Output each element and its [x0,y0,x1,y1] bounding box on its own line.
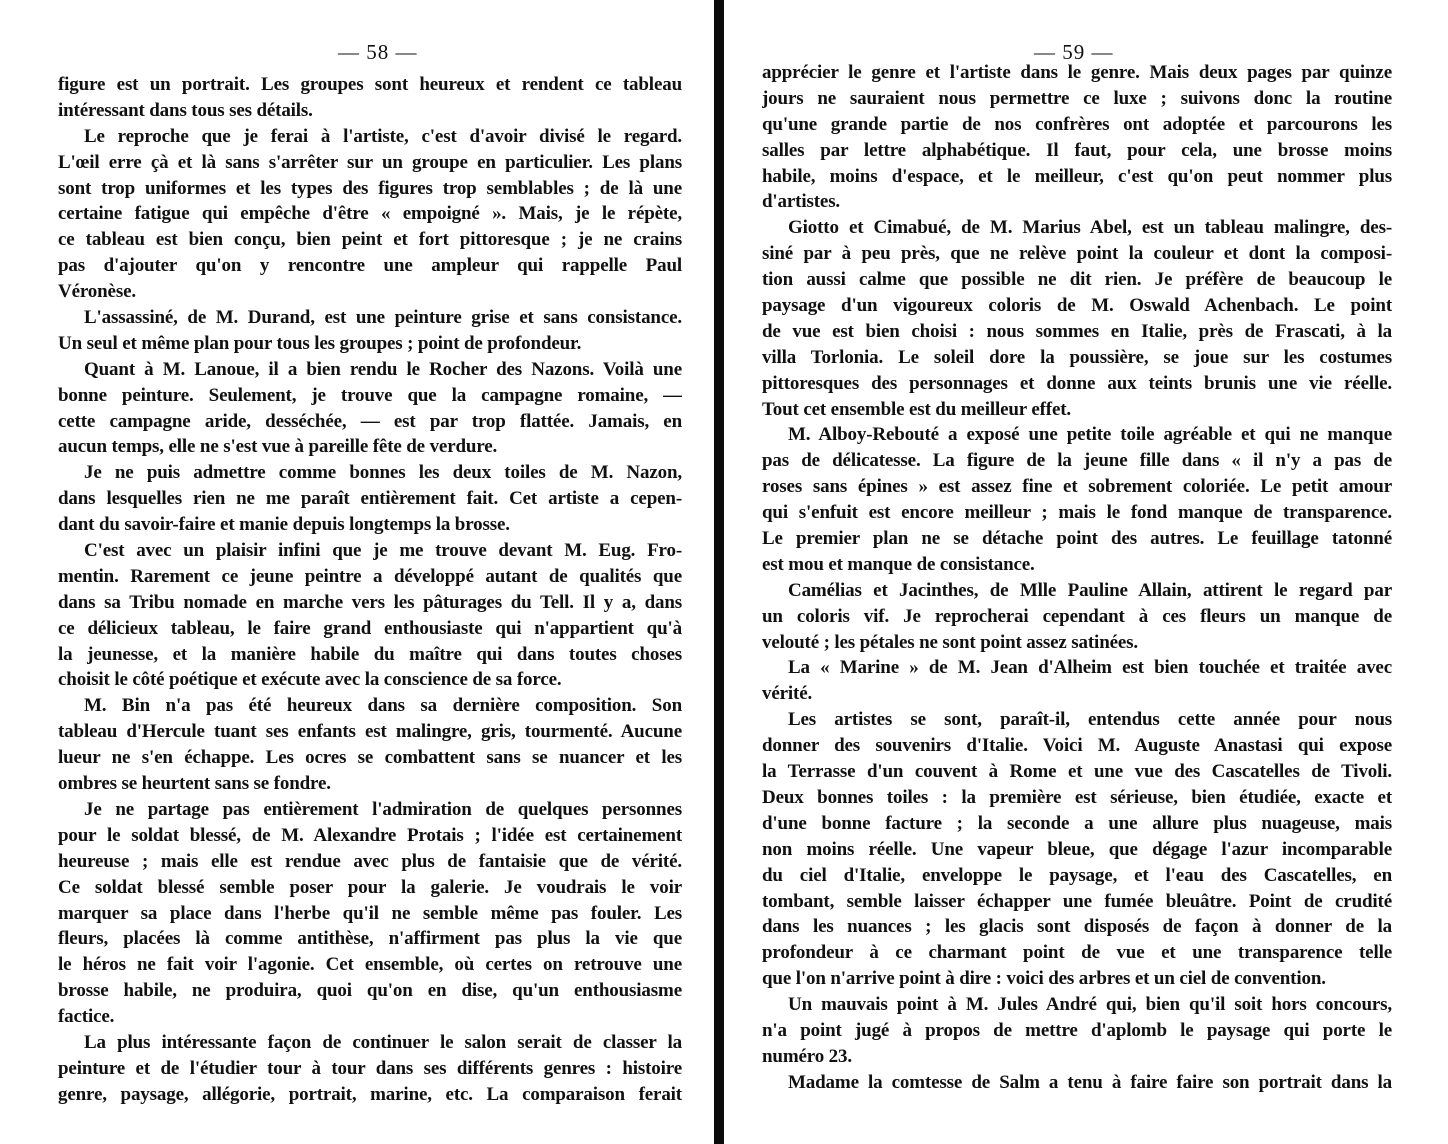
text-line: pas de délicatesse. La figure de la jeune fille dans « il n'y a pas de [762,450,1392,472]
text-line: mentin. Rarement ce jeune peintre a développé autant de qualités que [58,565,682,587]
text-line: qui s'enfuit est encore meilleur ; mais le fond manque de transparence. [762,502,1392,524]
text-line: jours ne sauraient nous permettre ce luxe ; suivons donc la routine [762,87,1392,109]
text-line: marquer sa place dans l'herbe qu'il ne semble même pas fouler. Les [58,902,682,924]
text-line: ce délicieux tableau, le faire grand enthousiaste qui n'appartient qu'à [58,617,682,639]
text-line: Le reproche que je ferai à l'artiste, c'est d'avoir divisé le regard. [84,125,682,147]
text-line: Le premier plan ne se détache point des autres. Le feuillage tatonné [762,528,1392,550]
text-line: fleurs, placées là comme antithèse, n'affirment pas plus la vie que [58,928,682,950]
text-line: Véronèse. [58,281,136,303]
text-line: brosse habile, ne produira, quoi qu'on en dise, qu'un enthousiasme [58,980,682,1002]
text-line: M. Bin n'a pas été heureux dans sa dernière composition. Son [84,695,682,717]
text-line: cette campagne aride, desséchée, — est par trop flattée. Jamais, en [58,410,682,432]
book-gutter [714,0,724,1144]
page-number: — 59 — [1034,40,1114,64]
text-line: que l'on n'arrive point à dire : voici des arbres et un ciel de convention. [762,968,1326,990]
text-line: dans lesquelles rien ne me paraît entièrement fait. Cet artiste a cepen- [58,488,682,510]
text-line: Je ne partage pas entièrement l'admiration de quelques personnes [84,798,682,820]
left-page [58,0,682,1144]
text-line: dans les nuances ; les glacis sont disposés de façon à donner de la [762,916,1392,938]
text-line: de vue est bien choisi : nous sommes en Italie, près de Frascati, à la [762,320,1392,342]
text-line: Madame la comtesse de Salm a tenu à faire faire son portrait dans la [788,1071,1392,1093]
text-line: d'une bonne facture ; la seconde a une allure plus nuageuse, mais [762,812,1392,834]
text-line: Les artistes se sont, paraît-il, entendus cette année pour nous [788,709,1392,731]
text-line: certaine fatigue qui empêche d'être « empoigné ». Mais, je le répète, [58,203,682,225]
text-line: est mou et manque de consistance. [762,553,1035,575]
text-line: ombres se heurtent sans se fondre. [58,773,331,795]
text-line: factice. [58,1006,115,1028]
text-line: lueur ne s'en échappe. Les ocres se combattent sans se nuancer et les [58,747,682,769]
text-line: Camélias et Jacinthes, de Mlle Pauline Allain, attirent le regard par [788,579,1392,601]
text-line: siné par à peu près, que ne relève point la couleur et dont la composi- [762,243,1392,265]
text-line: numéro 23. [762,1045,852,1067]
text-line: M. Alboy-Rebouté a exposé une petite toile agréable et qui ne manque [788,424,1392,446]
text-line: genre, paysage, allégorie, portrait, marine, etc. La comparaison ferait [58,1083,682,1105]
text-line: villa Torlonia. Le soleil dore la poussière, se joue sur les costumes [762,346,1392,368]
text-line: L'assassiné, de M. Durand, est une peinture grise et sans consistance. [84,307,682,329]
text-line: bonne peinture. Seulement, je trouve que la campagne romaine, — [58,384,682,406]
text-line: d'artistes. [762,191,841,213]
text-line: C'est avec un plaisir infini que je me trouve devant M. Eug. Fro- [84,540,682,562]
text-line: le héros ne fait voir l'agonie. Cet ensemble, où certes on retrouve une [58,954,682,976]
text-line: Un mauvais point à M. Jules André qui, bien qu'il soit hors concours, [788,994,1392,1016]
text-column [762,60,1392,1096]
text-line: tableau d'Hercule tuant ses enfants est malingre, gris, tourmenté. Aucune [58,721,682,743]
text-line: habile, moins d'espace, et le meilleur, c'est qu'on peut nommer plus [762,165,1392,187]
text-line: sont trop uniformes et les types des figures trop semblables ; de là une [58,177,682,199]
text-line: La plus intéressante façon de continuer le salon serait de classer la [84,1031,682,1053]
text-line: ce tableau est bien conçu, bien peint et fort pittoresque ; je ne crains [58,229,682,251]
text-line: profondeur à ce charmant point de vue et une transparence telle [762,942,1392,964]
text-line: du ciel d'Italie, enveloppe le paysage, et l'eau des Cascatelles, en [762,864,1392,886]
text-line: pittoresques des personnages et donne aux teints brunis une vie réelle. [762,372,1392,394]
text-line: intéressant dans tous ses détails. [58,99,313,121]
text-line: apprécier le genre et l'artiste dans le genre. Mais deux pages par quinze [762,62,1392,83]
text-line: tombant, semble laisser échapper une fumée bleuâtre. Point de crudité [762,890,1392,912]
text-line: choisit le côté poétique et exécute avec la conscience de sa force. [58,669,562,691]
text-line: Tout cet ensemble est du meilleur effet. [762,398,1072,420]
text-line: salles par lettre alphabétique. Il faut, pour cela, une brosse moins [762,139,1392,161]
text-column [58,72,682,1108]
page-number: — 58 — [338,40,418,64]
text-line: La « Marine » de M. Jean d'Alheim est bien touchée et traitée avec [788,657,1392,679]
text-line: heureuse ; mais elle est rendue avec plus de fantaisie que de vérité. [58,850,682,872]
text-line: roses sans épines » est assez fine et sobrement coloriée. Le petit amour [762,476,1392,498]
text-line: paysage d'un vigoureux coloris de M. Oswald Achenbach. Le point [762,295,1392,317]
text-line: Je ne puis admettre comme bonnes les deux toiles de M. Nazon, [84,462,682,484]
text-line: qu'une grande partie de nos confrères ont adoptée et parcourons les [762,113,1392,135]
text-line: velouté ; les pétales ne sont point assez satinées. [762,631,1139,653]
text-line: Quant à M. Lanoue, il a bien rendu le Rocher des Nazons. Voilà une [84,358,682,380]
text-line: donner des souvenirs d'Italie. Voici M. Auguste Anastasi qui expose [762,735,1392,757]
text-line: pour le soldat blessé, de M. Alexandre Protais ; l'idée est certainement [58,824,682,846]
text-line: Deux bonnes toiles : la première est sérieuse, bien étudiée, exacte et [762,786,1392,808]
text-line: tion aussi calme que possible ne dit rien. Je préfère de beaucoup le [762,269,1392,291]
text-line: L'œil erre çà et là sans s'arrêter sur un groupe en particulier. Les plans [58,151,682,173]
text-line: figure est un portrait. Les groupes sont heureux et rendent ce tableau [58,74,682,95]
text-line: un coloris vif. Je reprocherai cependant à ces fleurs un manque de [762,605,1392,627]
text-line: aucun temps, elle ne s'est vue à pareille fête de verdure. [58,436,498,458]
text-line: la jeunesse, et la manière habile du maître qui dans toutes choses [58,643,682,665]
text-line: pas d'ajouter qu'on y rencontre une ampleur qui rappelle Paul [58,255,682,277]
text-line: Ce soldat blessé semble poser pour la galerie. Je voudrais le voir [58,876,682,898]
text-line: dant du savoir-faire et manie depuis longtemps la brosse. [58,514,510,536]
text-line: Un seul et même plan pour tous les groupes ; point de profondeur. [58,332,582,354]
text-line: Giotto et Cimabué, de M. Marius Abel, est un tableau malingre, des- [788,217,1392,239]
text-line: vérité. [762,683,813,705]
right-page [762,0,1392,1144]
text-line: la Terrasse d'un couvent à Rome et une vue des Cascatelles de Tivoli. [762,761,1392,783]
text-line: n'a point jugé à propos de mettre d'aplomb le paysage qui porte le [762,1019,1392,1041]
text-line: dans sa Tribu nomade en marche vers les pâturages du Tell. Il y a, dans [58,591,682,613]
text-line: peinture et de l'étudier tour à tour dans ses différents genres : histoire [58,1057,682,1079]
text-line: non moins réelle. Une vapeur bleue, que dégage l'azur incomparable [762,838,1392,860]
